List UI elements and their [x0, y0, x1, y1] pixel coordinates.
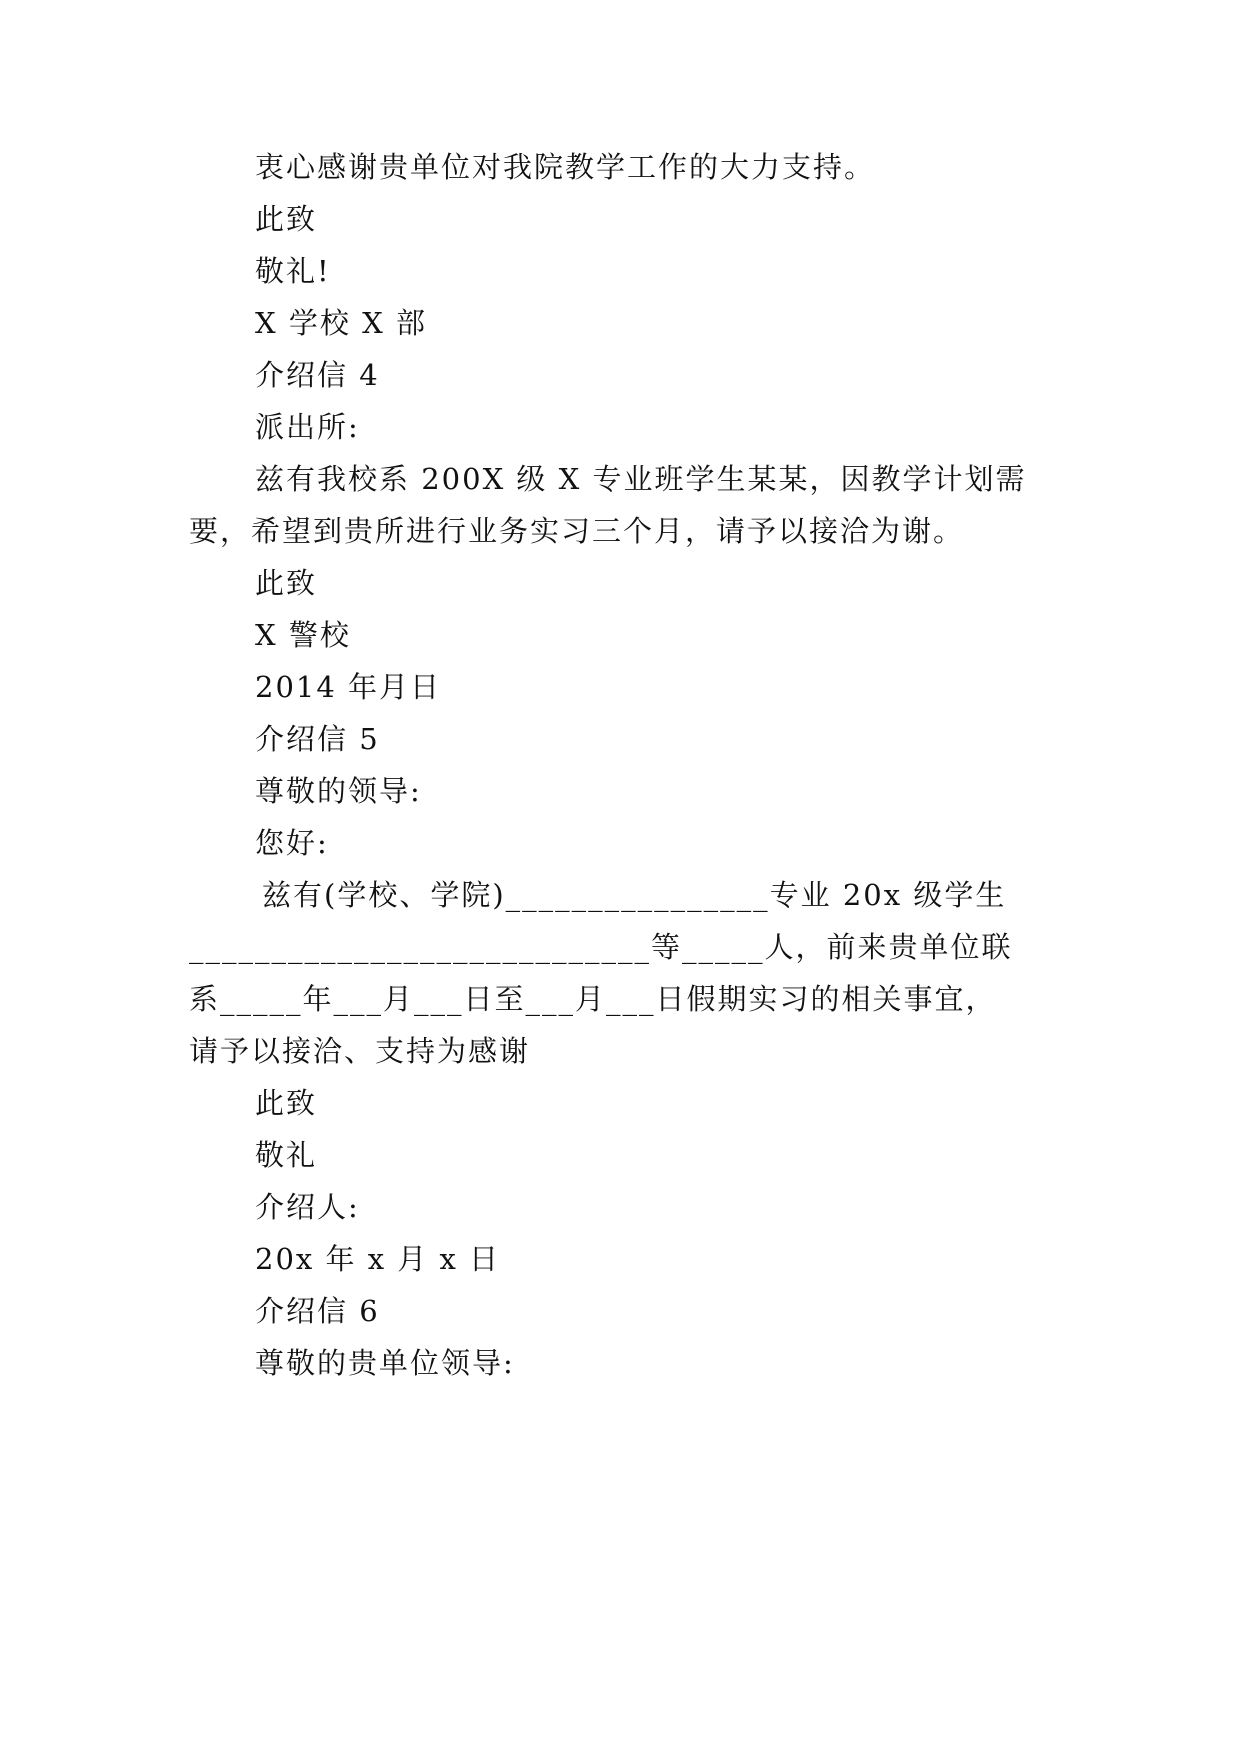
- date-line-2014: 2014 年月日: [255, 670, 442, 704]
- letter-4-body-line-1: 兹有我校系 200X 级 X 专业班学生某某，因教学计划需: [255, 462, 1027, 496]
- letter-5-body-line-2: ____________________________等_____人，前来贵单位联: [189, 930, 1013, 964]
- letter-5-body-line-4: 请予以接洽、支持为感谢: [189, 1034, 531, 1068]
- letter-5-body-line-3: 系_____年___月___日至___月___日假期实习的相关事宜，: [189, 982, 997, 1016]
- letter-4-body-line-2: 要，希望到贵所进行业务实习三个月，请予以接洽为谢。: [189, 514, 965, 548]
- addressee-unit-leader: 尊敬的贵单位领导:: [255, 1346, 515, 1380]
- closing-jingli-1: 敬礼!: [255, 254, 331, 288]
- heading-letter-5: 介绍信 5: [255, 722, 380, 756]
- heading-letter-6: 介绍信 6: [255, 1294, 380, 1328]
- closing-cizhi-2: 此致: [255, 566, 318, 600]
- addressee-leader: 尊敬的领导:: [255, 774, 422, 808]
- signature-police-school: X 警校: [255, 618, 351, 652]
- thanks-line: 衷心感谢贵单位对我院教学工作的大力支持。: [255, 150, 876, 184]
- heading-letter-4: 介绍信 4: [255, 358, 380, 392]
- closing-cizhi-3: 此致: [255, 1086, 318, 1120]
- date-line-20x: 20x 年 x 月 x 日: [255, 1242, 501, 1276]
- addressee-police-station: 派出所:: [255, 410, 360, 444]
- signature-school-dept: X 学校 X 部: [255, 306, 427, 340]
- letter-5-body-line-1: 兹有(学校、学院)________________专业 20x 级学生: [262, 878, 1007, 912]
- introducer-label: 介绍人:: [255, 1190, 360, 1224]
- greeting-hello: 您好:: [255, 826, 329, 860]
- closing-jingli-2: 敬礼: [255, 1138, 318, 1172]
- closing-cizhi-1: 此致: [255, 202, 318, 236]
